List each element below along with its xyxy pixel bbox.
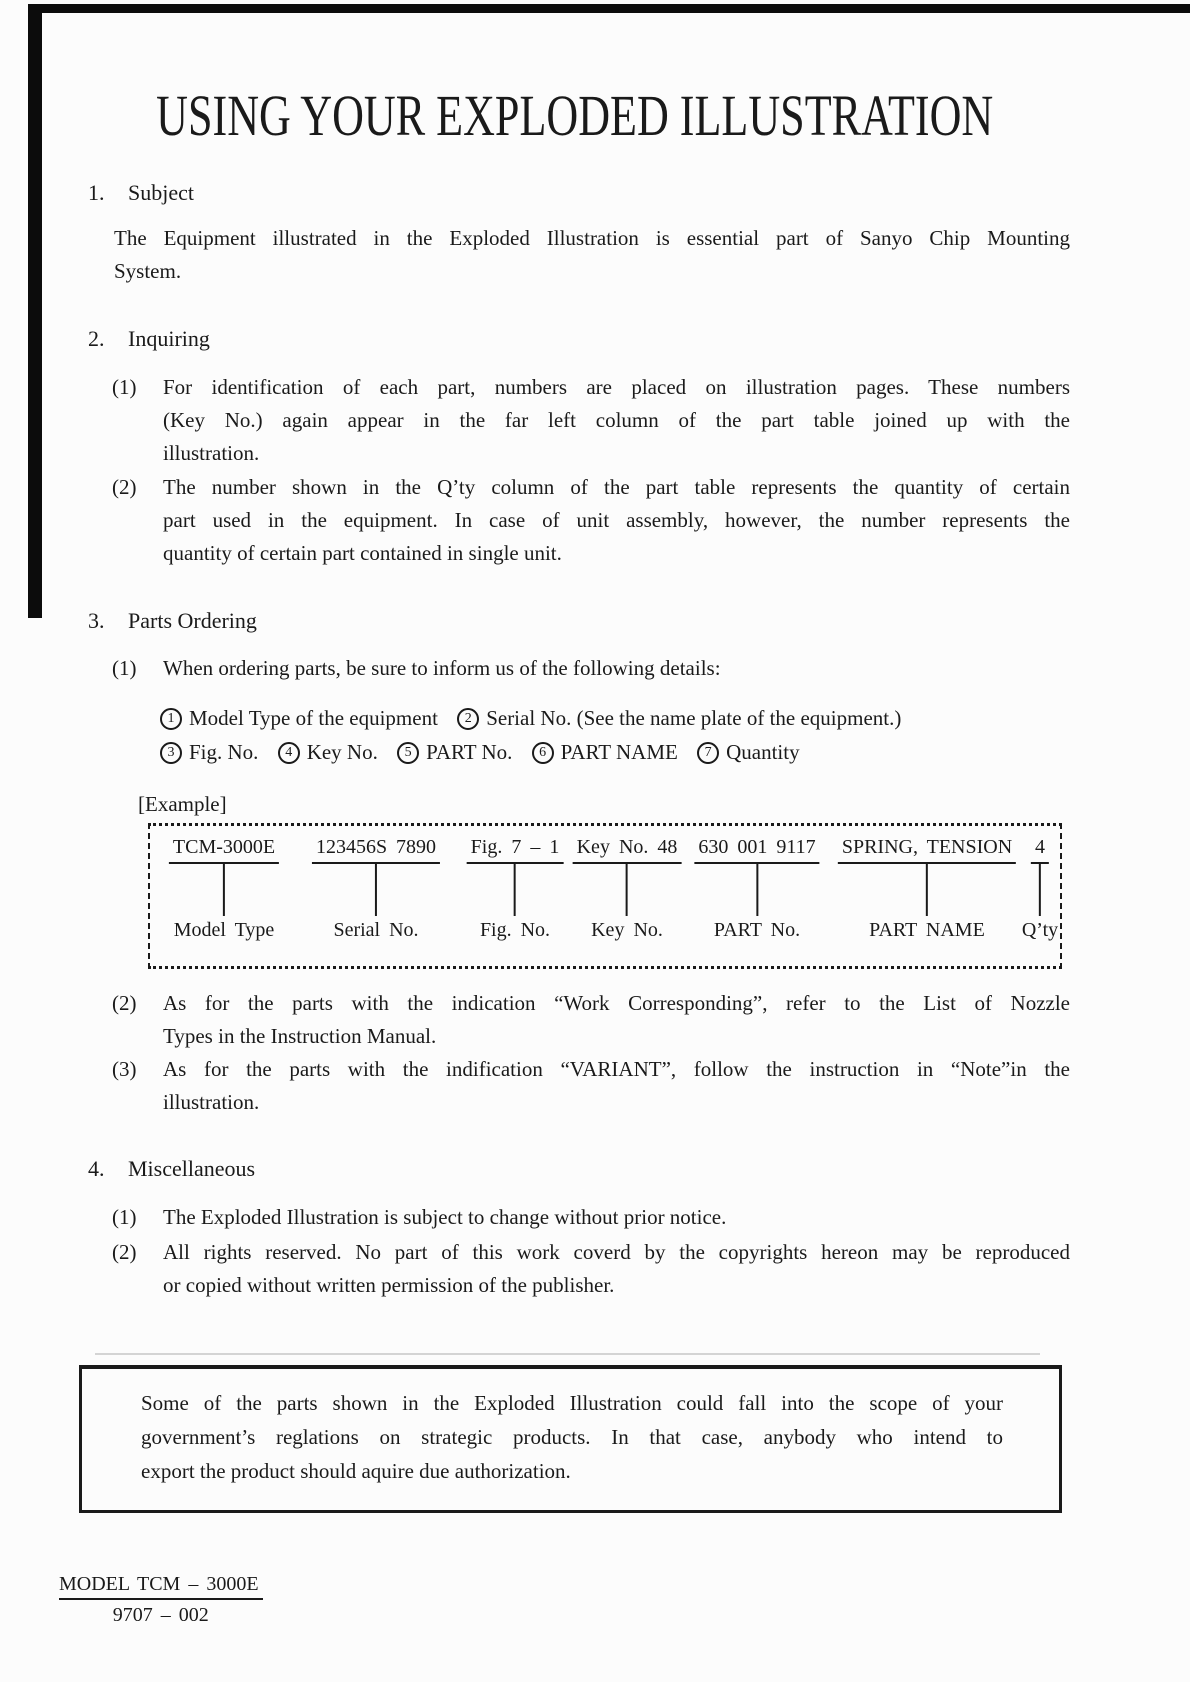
section-title: Parts Ordering	[128, 608, 257, 633]
footer-model-number: MODEL TCM – 3000E	[59, 1572, 263, 1600]
paragraph-line: When ordering parts, be sure to inform us of the following details:	[163, 656, 721, 680]
paragraph-line: quantity of certain part contained in single unit.	[163, 541, 562, 565]
example-field-label: Model Type	[173, 919, 275, 941]
list-item-inquiring-2	[112, 471, 1070, 570]
circled-number-7: 7	[697, 742, 719, 764]
example-field-label: PART No.	[713, 919, 801, 941]
paragraph-line: part used in the equipment. In case of unit assembly, however, the number represents the	[163, 508, 1070, 532]
paragraph-line: As for the parts with the indification “VARIANT”, follow the instruction in “Note”in the	[163, 1057, 1070, 1081]
paragraph-line: The Exploded Illustration is subject to change without prior notice.	[163, 1205, 727, 1229]
detail-item	[697, 740, 800, 764]
connector-line	[223, 864, 225, 916]
page-title-wrap	[0, 83, 1150, 148]
item-label: (1)	[112, 375, 137, 399]
list-item-ordering-3	[112, 1053, 1070, 1119]
connector-line	[375, 864, 377, 916]
section-heading-inquiring	[88, 322, 210, 355]
example-value: Fig. 7 – 1	[467, 836, 564, 864]
example-field-label: Q’ty	[1021, 919, 1059, 941]
list-item-ordering-1	[112, 652, 1070, 685]
notice-line: export the product should aquire due authorization.	[141, 1459, 571, 1483]
item-label: (2)	[112, 475, 137, 499]
paragraph-line: As for the parts with the indication “Work Corresponding”, refer to the List of Nozzle	[163, 991, 1070, 1015]
paragraph-line: For identification of each part, numbers are placed on illustration pages. These numbers	[163, 375, 1070, 399]
section-number: 2.	[88, 326, 105, 351]
example-value: 630 001 9117	[694, 836, 819, 864]
paragraph-line: The Equipment illustrated in the Exploded Illustration is essential part of Sanyo Chip Mounting	[114, 226, 1070, 250]
paragraph-line: (Key No.) again appear in the far left column of the part table joined up with the	[163, 408, 1070, 432]
section-title: Inquiring	[128, 326, 210, 351]
example-column-key-no	[573, 836, 682, 942]
example-column-part-name	[838, 836, 1016, 942]
detail-text: PART No.	[426, 740, 513, 764]
example-field-label: Key No.	[591, 919, 663, 941]
paragraph-line: All rights reserved. No part of this work coverd by the copyrights hereon may be reproduced	[163, 1240, 1070, 1264]
circled-number-2: 2	[457, 708, 479, 730]
section-heading-subject	[88, 176, 194, 209]
example-value: TCM-3000E	[169, 836, 279, 864]
item-label: (2)	[112, 991, 137, 1015]
list-item-misc-2	[112, 1236, 1070, 1302]
example-value: Key No. 48	[573, 836, 682, 864]
footer-doc-code: 9707 – 002	[112, 1604, 209, 1626]
notice-line: government’s reglations on strategic products. In that case, anybody who intend to	[141, 1425, 1003, 1449]
example-column-qty	[1022, 836, 1058, 942]
example-value: 123456S 7890	[312, 836, 440, 864]
item-label: (3)	[112, 1057, 137, 1081]
detail-item	[160, 706, 438, 730]
connector-line	[756, 864, 758, 916]
detail-item	[397, 740, 512, 764]
circled-number-4: 4	[278, 742, 300, 764]
example-value: 4	[1031, 836, 1049, 864]
example-column-model-type	[169, 836, 279, 942]
section-title: Subject	[128, 180, 194, 205]
example-label: [Example]	[138, 792, 227, 816]
details-line-1	[160, 701, 915, 735]
scan-artifact-top-bar	[28, 4, 1190, 13]
page-title: USING YOUR EXPLODED ILLUSTRATION	[156, 83, 994, 148]
detail-text: Fig. No.	[189, 740, 259, 764]
paragraph-line: or copied without written permission of the publisher.	[163, 1273, 615, 1297]
section-number: 3.	[88, 608, 105, 633]
connector-line	[926, 864, 928, 916]
circled-number-3: 3	[160, 742, 182, 764]
paragraph-line: System.	[114, 259, 182, 283]
notice-line: Some of the parts shown in the Exploded Illustration could fall into the scope of your	[141, 1391, 1003, 1415]
detail-item	[160, 740, 258, 764]
section-number: 4.	[88, 1156, 105, 1181]
scan-artifact-ghost-line	[95, 1353, 1040, 1355]
list-item-misc-1	[112, 1201, 1070, 1234]
page-footer	[59, 1572, 263, 1627]
example-column-part-no	[694, 836, 819, 942]
section-heading-miscellaneous	[88, 1152, 255, 1185]
detail-text: PART NAME	[560, 740, 678, 764]
subject-paragraph	[114, 222, 1070, 288]
ordering-details-list	[160, 701, 915, 769]
detail-item	[457, 706, 901, 730]
paragraph-line: illustration.	[163, 441, 260, 465]
section-number: 1.	[88, 180, 105, 205]
paragraph-line: illustration.	[163, 1090, 260, 1114]
example-field-label: Serial No.	[333, 919, 419, 941]
details-line-2	[160, 735, 915, 769]
example-field-label: PART NAME	[869, 919, 985, 941]
connector-line	[626, 864, 628, 916]
paragraph-line: The number shown in the Q’ty column of the part table represents the quantity of certain	[163, 475, 1070, 499]
connector-line	[514, 864, 516, 916]
section-title: Miscellaneous	[128, 1156, 256, 1181]
example-column-serial-no	[312, 836, 440, 942]
export-notice-box	[79, 1365, 1062, 1513]
circled-number-5: 5	[397, 742, 419, 764]
item-label: (2)	[112, 1240, 137, 1264]
detail-text: Key No.	[306, 740, 378, 764]
example-column-fig-no	[467, 836, 564, 942]
detail-text: Serial No. (See the name plate of the equipment.)	[486, 706, 902, 730]
item-label: (1)	[112, 656, 137, 680]
detail-item	[532, 740, 678, 764]
detail-text: Quantity	[726, 740, 800, 764]
detail-text: Model Type of the equipment	[189, 706, 438, 730]
example-box	[148, 823, 1062, 969]
circled-number-1: 1	[160, 708, 182, 730]
example-value: SPRING, TENSION	[838, 836, 1016, 864]
item-label: (1)	[112, 1205, 137, 1229]
circled-number-6: 6	[532, 742, 554, 764]
example-field-label: Fig. No.	[479, 919, 551, 941]
list-item-inquiring-1	[112, 371, 1070, 470]
detail-item	[278, 740, 378, 764]
list-item-ordering-2	[112, 987, 1070, 1053]
connector-line	[1039, 864, 1041, 916]
paragraph-line: Types in the Instruction Manual.	[163, 1024, 437, 1048]
section-heading-parts-ordering	[88, 604, 257, 637]
